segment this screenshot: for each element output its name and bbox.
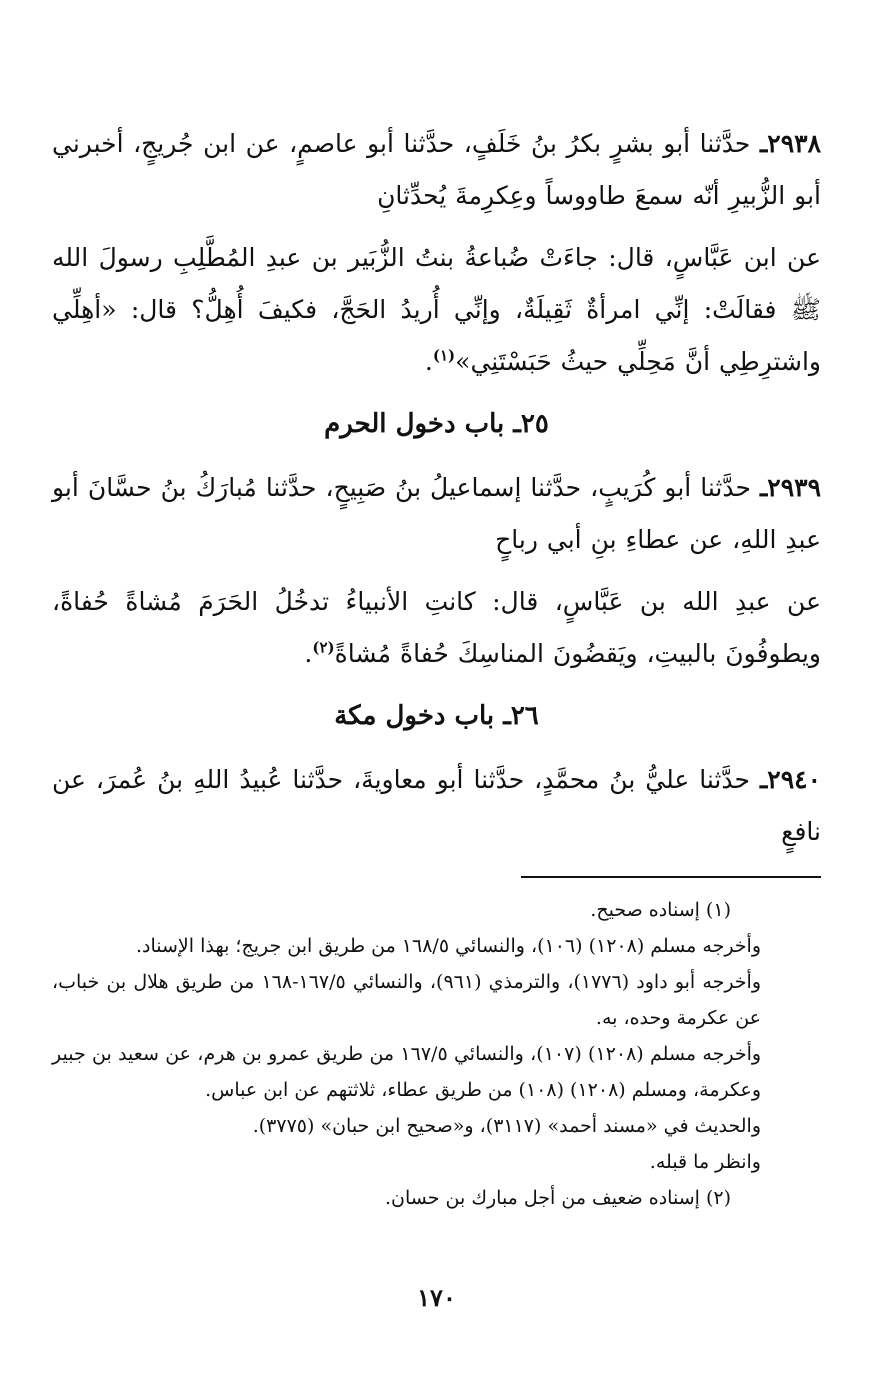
footnote-1-paragraph: وأخرجه أبو داود (١٧٧٦)، والترمذي (٩٦١)، والنسائي ١٦٧/٥-١٦٨ من طريق هلال بن خباب، عن عكرمة وحده، به. bbox=[52, 971, 762, 1029]
hadith-2940-isnad bbox=[52, 754, 821, 858]
footnote-1-paragraph: وأخرجه مسلم (١٢٠٨) (١٠٦)، والنسائي ١٦٨/٥ من طريق ابن جريج؛ بهذا الإسناد. bbox=[135, 935, 761, 957]
hadith-2938-isnad bbox=[52, 118, 821, 222]
matn-text: عن ابن عَبَّاسٍ، قال: جاءَتْ ضُباعةُ بنتُ الزُّبَير بن عبدِ المُطَّلِبِ رسولَ الله ﷺ فقالَتْ: إنِّي امرأةٌ ثَقِيلَةٌ، وإنِّي أُريدُ الحَجَّ، فكيفَ أُهِلُّ؟ قال: «أهِلِّي واشترِطِي أنَّ مَحِلِّي حيثُ حَبَسْتَنِي» bbox=[52, 243, 821, 376]
footnotes-section bbox=[52, 892, 821, 1216]
chapter-heading-26: ٢٦ـ باب دخول مكة bbox=[334, 701, 539, 731]
hadith-2939-isnad bbox=[52, 462, 821, 566]
chapter-heading-25: ٢٥ـ باب دخول الحرم bbox=[324, 409, 549, 439]
footnote-1-heading: (١) إسناده صحيح. bbox=[590, 899, 731, 921]
hadith-number: ٢٩٤٠ـ bbox=[759, 765, 821, 794]
footnote-1-paragraph: وأخرجه مسلم (١٢٠٨) (١٠٧)، والنسائي ١٦٧/٥ من طريق عمرو بن هرم، عن سعيد بن جبير وعكرمة، ومسلم (١٢٠٨) (١٠٨) من طريق عطاء، ثلاثتهم عن ابن عباس. bbox=[52, 1043, 762, 1101]
hadith-number: ٢٩٣٨ـ bbox=[759, 129, 822, 158]
footnote-ref-2: (٢) bbox=[312, 638, 335, 657]
footnote-2-heading: (٢) إسناده ضعيف من أجل مبارك بن حسان. bbox=[385, 1187, 731, 1209]
end-mark: . bbox=[424, 347, 433, 376]
isnad-text: حدَّثنا أبو كُرَيبٍ، حدَّثنا إسماعيلُ بنُ صَبِيحٍ، حدَّثنا مُبارَكُ بنُ حسَّانَ أبو عبدِ اللهِ، عن عطاءِ بنِ أبي رباحٍ bbox=[52, 473, 821, 554]
hadith-2938-matn bbox=[52, 232, 821, 388]
matn-text: عن عبدِ الله بن عَبَّاسٍ، قال: كانتِ الأنبياءُ تدخُلُ الحَرَمَ مُشاةً حُفاةً، ويطوفُونَ بالبيتِ، ويَقضُونَ المناسِكَ حُفاةً مُشاةً bbox=[52, 587, 821, 668]
footnote-ref-1: (١) bbox=[432, 346, 456, 365]
isnad-text: حدَّثنا أبو بشرٍ بكرُ بنُ خَلَفٍ، حدَّثنا أبو عاصمٍ، عن ابن جُريجٍ، أخبرني أبو الزُّبيرِ أنّه سمعَ طاووساً وعِكرِمةَ يُحدِّثانِ bbox=[52, 129, 821, 210]
isnad-text: حدَّثنا عليُّ بنُ محمَّدٍ، حدَّثنا أبو معاويةَ، حدَّثنا عُبيدُ اللهِ بنُ عُمرَ، عن نافعٍ bbox=[52, 765, 821, 846]
end-mark: . bbox=[304, 639, 313, 668]
footnote-divider bbox=[521, 876, 821, 878]
hadith-number: ٢٩٣٩ـ bbox=[759, 473, 821, 502]
page-number: ١٧٠ bbox=[417, 1283, 456, 1312]
hadith-2939-matn bbox=[52, 576, 821, 680]
footnote-1-paragraph: وانظر ما قبله. bbox=[649, 1151, 761, 1173]
footnote-1-paragraph: والحديث في «مسند أحمد» (٣١١٧)، و«صحيح ابن حبان» (٣٧٧٥). bbox=[252, 1115, 761, 1137]
